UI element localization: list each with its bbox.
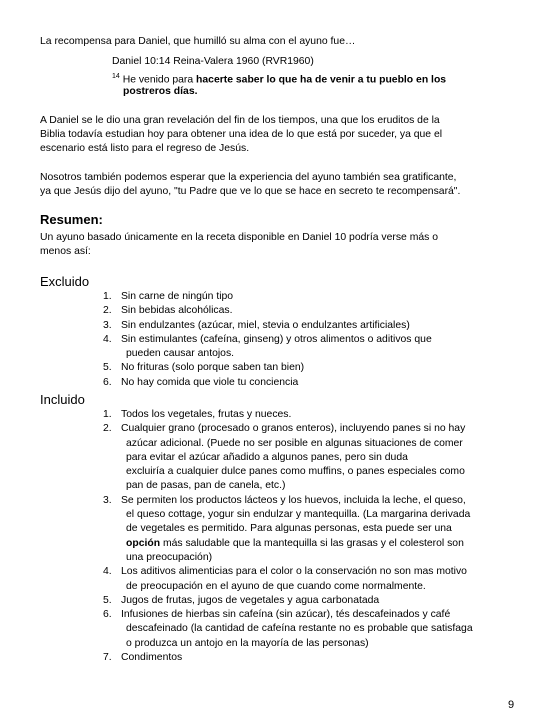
scripture-verse-line-1 bbox=[112, 70, 446, 86]
para1-line-2: Biblia todavía estudian hoy para obtener una idea de lo que está por suceder, ya que el bbox=[40, 129, 443, 140]
scripture-reference: Daniel 10:14 Reina-Valera 1960 (RVR1960) bbox=[112, 56, 314, 67]
included-heading: Incluido bbox=[40, 392, 85, 407]
list-item bbox=[103, 565, 473, 594]
list-item bbox=[103, 594, 473, 608]
list-item-text-line: para evitar el azúcar añadido a algunos panes, pero sin duda bbox=[126, 451, 408, 463]
list-item-number: 6. bbox=[103, 376, 112, 388]
verse-bold-text-1: hacerte saber lo que ha de venir a tu pueblo en los bbox=[196, 74, 447, 86]
list-item-number: 2. bbox=[103, 305, 112, 317]
list-item-text-line: opción más saludable que la mantequilla si las grasas y el colesterol son bbox=[126, 537, 464, 549]
list-item-number: 2. bbox=[103, 423, 112, 435]
list-item-text-line: pueden causar antojos. bbox=[126, 348, 235, 360]
list-item-text-line: excluiría a cualquier dulce panes como muffins, o panes especiales como bbox=[126, 466, 465, 478]
list-item-number: 7. bbox=[103, 652, 112, 664]
list-item bbox=[103, 333, 432, 362]
list-item-text-line: No frituras (solo porque saben tan bien) bbox=[121, 362, 305, 374]
para2-line-2: ya que Jesús dijo del ayuno, "tu Padre que ve lo que se hace en secreto te recompensará". bbox=[40, 186, 461, 197]
list-item-text-line: Cualquier grano (procesado o granos enteros), incluyendo panes si no hay bbox=[121, 423, 466, 435]
list-item-text-line: el queso cottage, yogur sin endulzar y mantequilla. (La margarina derivada bbox=[126, 509, 471, 521]
list-item-number: 5. bbox=[103, 594, 112, 606]
list-item bbox=[103, 376, 432, 390]
list-item-text-line: de preocupación en el ayuno de que cuando come normalmente. bbox=[126, 580, 426, 592]
list-item-number: 6. bbox=[103, 609, 112, 621]
list-item bbox=[103, 608, 473, 651]
list-item-number: 1. bbox=[103, 291, 112, 302]
list-item bbox=[103, 304, 432, 318]
verse-plain-text: He venido para bbox=[122, 74, 197, 86]
list-item-number: 5. bbox=[103, 362, 112, 374]
list-item-text-line: Sin endulzantes (azúcar, miel, stevia o endulzantes artificiales) bbox=[121, 319, 410, 331]
list-item-text-line: Condimentos bbox=[121, 652, 183, 664]
excluded-list bbox=[103, 290, 432, 390]
list-item-text-line: azúcar adicional. (Puede no ser posible en algunas situaciones de comer bbox=[126, 437, 463, 449]
included-list bbox=[103, 408, 473, 665]
list-item-number: 4. bbox=[103, 333, 112, 345]
list-item-text-line: Sin carne de ningún tipo bbox=[121, 291, 234, 302]
list-item bbox=[103, 361, 432, 375]
list-item-text-line: pan de pasas, pan de canela, etc.) bbox=[126, 480, 286, 492]
list-item-text-line: Jugos de frutas, jugos de vegetales y agua carbonatada bbox=[121, 594, 380, 606]
verse-bold-text-2: postreros días. bbox=[123, 86, 198, 97]
list-item-text-line: No hay comida que viole tu conciencia bbox=[121, 376, 299, 388]
bold-word: opción bbox=[126, 537, 161, 549]
list-item-text-line: una preocupación) bbox=[126, 551, 213, 563]
list-item-text-line: Infusiones de hierbas sin cafeína (sin azúcar), tés descafeinados y café bbox=[121, 609, 451, 621]
list-item bbox=[103, 422, 473, 493]
list-item-text-line: de vegetales es permitido. Para algunas personas, esta puede ser una bbox=[126, 523, 452, 535]
summary-line-1: Un ayuno basado únicamente en la receta disponible en Daniel 10 podría verse más o bbox=[40, 232, 438, 243]
page-number: 9 bbox=[508, 699, 515, 711]
list-item-text-line: Todos los vegetales, frutas y nueces. bbox=[121, 409, 292, 420]
list-item bbox=[103, 651, 473, 665]
list-item-number: 3. bbox=[103, 494, 112, 506]
list-item-text-line: Sin estimulantes (cafeína, ginseng) y otros alimentos o aditivos que bbox=[121, 333, 432, 345]
para1-line-3: escenario está listo para el regreso de Jesús. bbox=[40, 143, 250, 154]
list-item-text-line: Sin bebidas alcohólicas. bbox=[121, 305, 233, 317]
para1-line-1: A Daniel se le dio una gran revelación del fin de los tiempos, una que los eruditos de la bbox=[40, 115, 440, 126]
list-item-number: 4. bbox=[103, 566, 112, 578]
list-item bbox=[103, 494, 473, 565]
list-item-number: 1. bbox=[103, 409, 112, 420]
list-item-text-line: Se permiten los productos lácteos y los huevos, incluida la leche, el queso, bbox=[121, 494, 466, 506]
para2-line-1: Nosotros también podemos esperar que la experiencia del ayuno también sea gratificante, bbox=[40, 172, 457, 183]
list-item-number: 3. bbox=[103, 319, 112, 331]
list-item bbox=[103, 319, 432, 333]
list-item-text-line: Los aditivos alimenticias para el color o la conservación no son mas motivo bbox=[121, 566, 467, 578]
verse-number: 14 bbox=[112, 73, 120, 80]
list-item bbox=[103, 290, 432, 304]
summary-line-2: menos así: bbox=[40, 246, 91, 257]
list-item-text-line: descafeinado (la cantidad de cafeína restante no es probable que satisfaga bbox=[126, 623, 473, 635]
list-item bbox=[103, 408, 473, 422]
excluded-heading: Excluido bbox=[40, 274, 90, 289]
summary-heading: Resumen: bbox=[40, 212, 103, 227]
list-item-text-line: o produzca un antojo en la mayoría de las personas) bbox=[126, 637, 369, 649]
intro-line: La recompensa para Daniel, que humilló su alma con el ayuno fue… bbox=[40, 36, 356, 47]
